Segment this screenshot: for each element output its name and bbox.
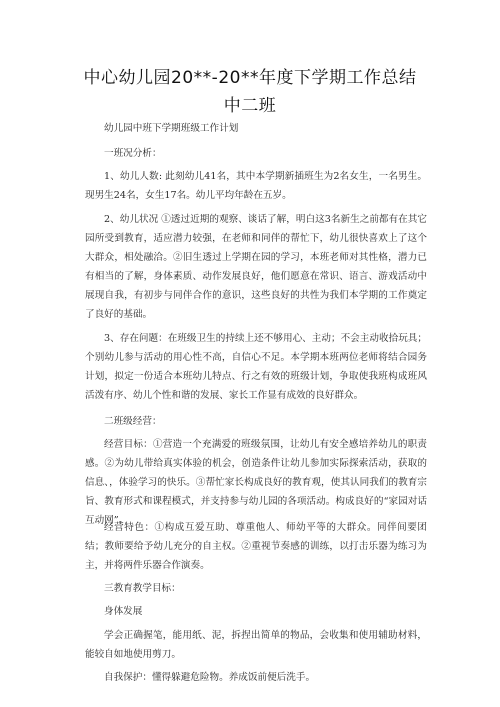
paragraph-child-count: 1、幼儿人数: 此刻幼儿41名，其中本学期新插班生为2名女生，一名男生。现男生24名，女生17名。幼儿平均年龄在五岁。 [85, 171, 427, 201]
paragraph-physical-skills: 学会正确握笔，能用纸、泥，拆捏出简单的物品，会收集和使用辅助材料，能较自如地使用剪刀。 [85, 630, 427, 660]
paragraph-existing-problems: 3、存在问题：在班级卫生的持续上还不够用心、主动；不会主动收拾玩具；个别幼儿参与活动的用心性不高，自信心不足。本学期本班两位老师将结合园务计划，拟定一份适合本班幼儿特点、行之有效的班级计划，争取使我班构成班风活泼有序、幼儿个性和谐的发展、家长工作显有成效的良好群众。 [85, 333, 427, 401]
section-heading-class-management: 二班级经营： [104, 416, 162, 427]
document-title: 中心幼儿园20**-20**年度下学期工作总结 [83, 68, 417, 88]
document-subtitle: 中二班 [223, 96, 277, 116]
paragraph-management-goals: 经营目标：①营造一个充满爱的班级氛围，让幼儿有安全感培养幼儿的职责感。②为幼儿带给真实体验的机会，创造条件让幼儿参加实际探索活动，获取的信息、，体验学习的快乐。③帮忙家长构成良好的教育观，使其认同我们的教育宗旨、教育形式和课程模式，并支持参与幼儿园的各项活动。构成良好的“家园对话互动网”。 [85, 439, 427, 526]
section-heading-teaching-goals: 三教育教学目标： [104, 583, 181, 594]
paragraph-child-status: 2、幼儿状况 ①透过近期的观察、谈话了解，明白这3名新生之前都有在其它园所受到教育，适应潜力较强，在老师和同伴的帮忙下，幼儿很快喜欢上了这个大群众，相处融洽。②旧生透过上学期在园的学习，本班老师对其性格，潜力已有相当的了解，身体素质、动作发展良好，他们愿意在常识、语言、游戏活动中展现自我，有初步与同伴合作的意识，这些良好的共性为我们本学期的工作奠定了良好的基础。 [85, 214, 427, 320]
paragraph-plan-heading: 幼儿园中班下学期班级工作计划 [104, 123, 239, 134]
section-heading-class-analysis: 一班况分析： [104, 148, 162, 159]
paragraph-self-protection: 自我保护：懂得躲避危险物。养成饭前便后洗手。 [104, 672, 316, 683]
paragraph-management-features: 经营特色：①构成互爱互助、尊重他人、师幼平等的大群众。同伴间要团结；教师要给予幼儿充分的自主权。②重视节奏感的训练，以打击乐器为练习为主，并将两件乐器合作演奏。 [85, 522, 427, 571]
subheading-physical-development: 身体发展 [104, 606, 143, 617]
